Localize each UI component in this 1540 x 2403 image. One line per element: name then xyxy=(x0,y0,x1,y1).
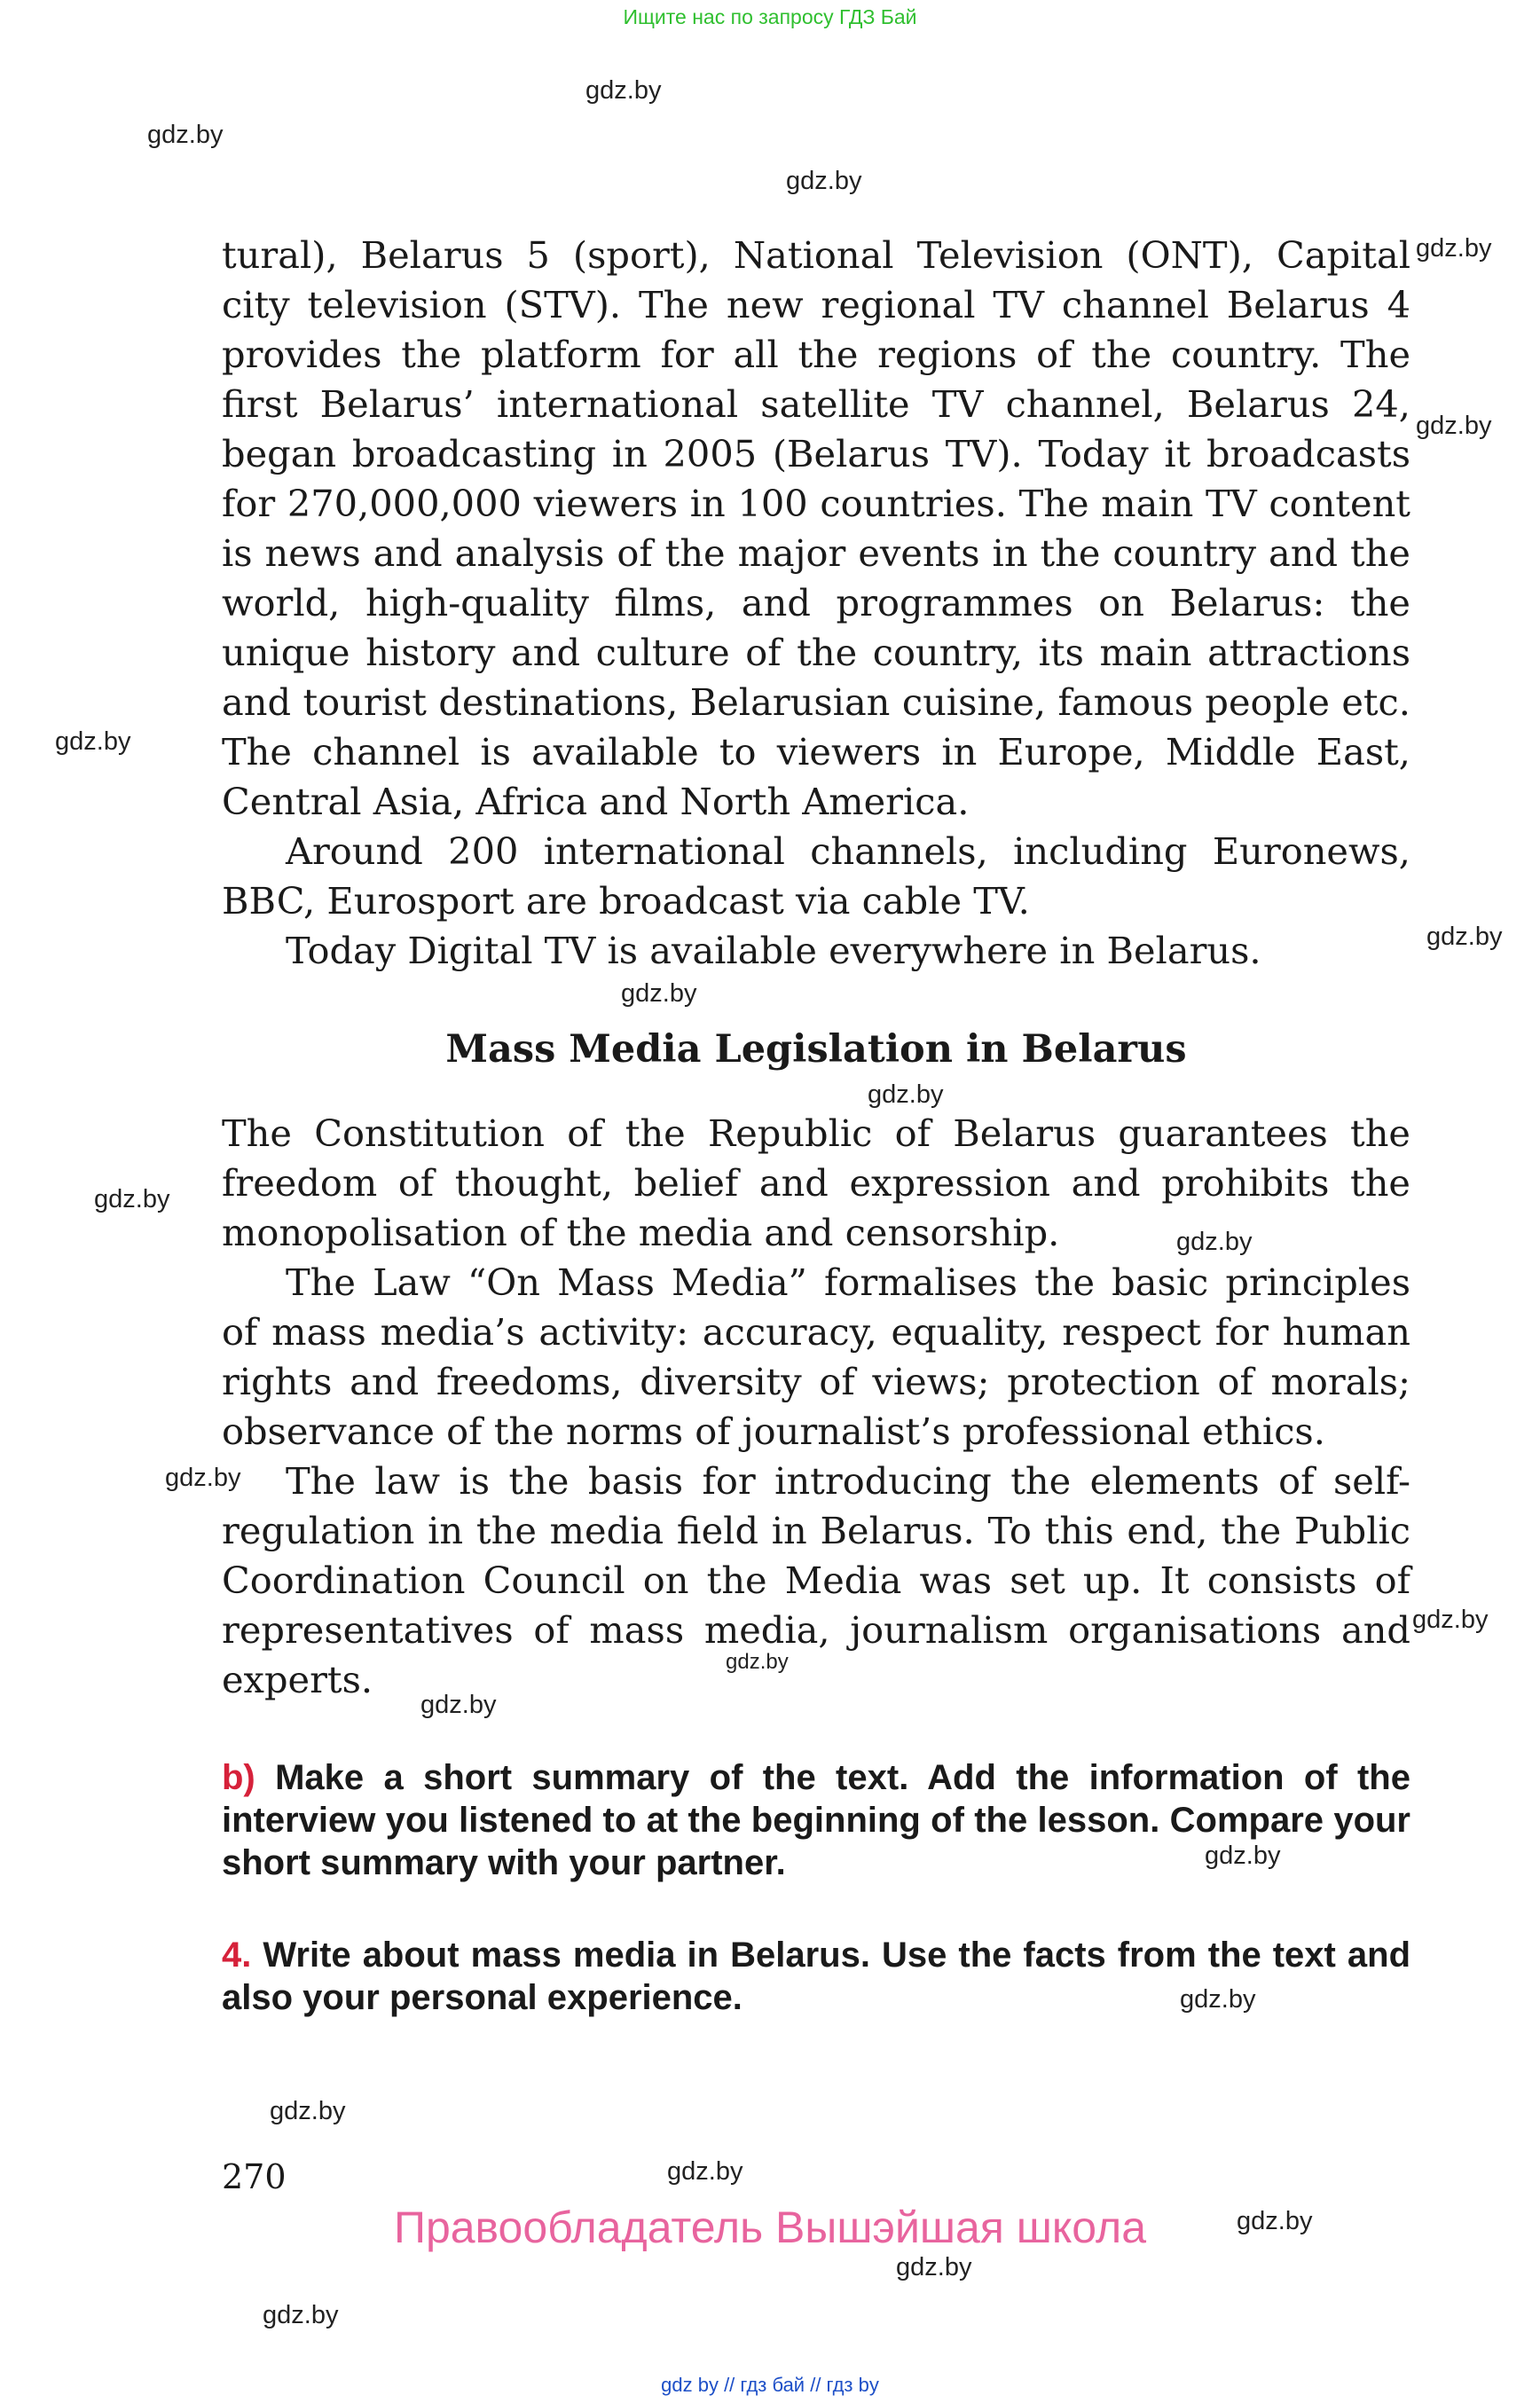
watermark: gdz.by xyxy=(1205,1842,1281,1870)
watermark: gdz.by xyxy=(1426,923,1503,951)
top-banner[interactable]: Ищите нас по запросу ГДЗ Бай xyxy=(623,5,917,28)
watermark: gdz.by xyxy=(1416,412,1492,440)
watermark: gdz.by xyxy=(726,1650,789,1674)
watermark: gdz.by xyxy=(1180,1985,1256,2014)
paragraph-digital-tv: Today Digital TV is available everywhere in Belarus. xyxy=(286,929,1261,972)
watermark: gdz.by xyxy=(1176,1228,1253,1256)
task-4 xyxy=(222,1934,1410,2019)
task-b-text: Make a short summary of the text. Add the information of the interview you listened to at the beginning of the lesson. Compare your short summary with your partner. xyxy=(222,1758,1410,1882)
watermark: gdz.by xyxy=(621,979,697,1008)
watermark: gdz.by xyxy=(896,2253,972,2281)
watermark: gdz.by xyxy=(165,1464,241,1492)
paragraph-law-mass-media: The Law “On Mass Media” formalises the basic principles of mass media’s activity: accuracy, equality, respect for human rights and freedoms, diversity of views; protection of morals; observance of the norms of journalist’s professional ethics. xyxy=(222,1260,1410,1453)
watermark: gdz.by xyxy=(1416,234,1492,263)
watermark: gdz.by xyxy=(1412,1606,1489,1634)
rights-holder: Правообладатель Вышэйшая школа xyxy=(394,2203,1146,2252)
watermark: gdz.by xyxy=(868,1080,944,1109)
watermark: gdz.by xyxy=(1237,2207,1313,2235)
watermark: gdz.by xyxy=(94,1185,170,1213)
task-4-text: Write about mass media in Belarus. Use the facts from the text and also your personal experience. xyxy=(222,1936,1410,2017)
watermark: gdz.by xyxy=(667,2157,743,2186)
paragraph-self-regulation: The law is the basis for introducing the elements of self-regulation in the media field in Belarus. To this end, the Public Coordination Council on the Media was set up. It consists of representatives of mass media, journalism organisations and experts. xyxy=(222,1459,1410,1701)
task-b xyxy=(222,1756,1410,1884)
paragraph-international-channels: Around 200 international channels, including Euronews, BBC, Eurosport are broadcast via cable TV. xyxy=(222,829,1410,923)
paragraph-constitution: The Constitution of the Republic of Belarus guarantees the freedom of thought, belief and expression and prohibits the monopolisation of the media and censorship. xyxy=(222,1111,1410,1254)
watermark: gdz.by xyxy=(420,1691,497,1719)
section-heading: Mass Media Legislation in Belarus xyxy=(445,1027,1187,1072)
page-number: 270 xyxy=(222,2157,287,2196)
watermark: gdz.by xyxy=(147,121,224,149)
watermark: gdz.by xyxy=(55,727,131,756)
bottom-links[interactable]: gdz by // гдз бай // гдз by xyxy=(661,2374,879,2396)
watermark: gdz.by xyxy=(786,167,862,195)
task-b-marker: b) xyxy=(222,1758,255,1797)
watermark: gdz.by xyxy=(270,2097,346,2125)
watermark: gdz.by xyxy=(263,2301,339,2329)
paragraph-tv-channels: tural), Belarus 5 (sport), National Television (ONT), Capital city television (STV). The new regional TV channel Belarus 4 provides the platform for all the regions of the country. The first Belarus’ international satellite TV channel, Belarus 24, began broadcasting in 2005 (Belarus TV). Today it broadcasts for 270,000,000 viewers in 100 countries. The main TV content is news and analysis of the major events in the country and the world, high-quality films, and programmes on Belarus: the unique history and culture of the country, its main attractions and tourist destinations, Belarusian cuisine, famous people etc. The channel is available to viewers in Europe, Middle East, Central Asia, Africa and North America. xyxy=(222,233,1410,823)
watermark: gdz.by xyxy=(585,76,662,105)
task-4-marker: 4. xyxy=(222,1936,252,1975)
